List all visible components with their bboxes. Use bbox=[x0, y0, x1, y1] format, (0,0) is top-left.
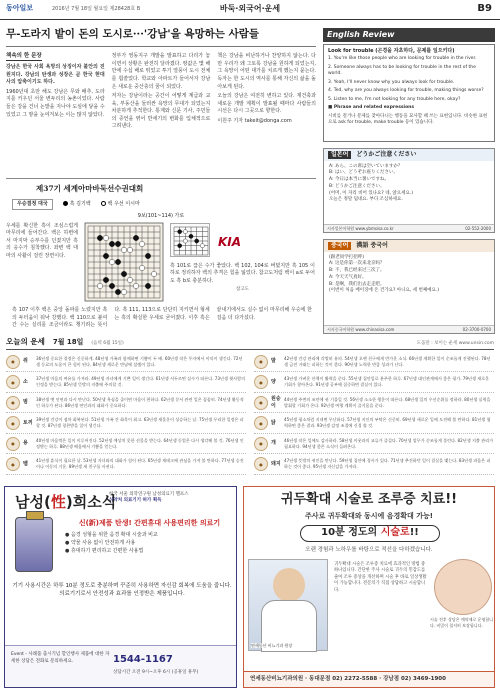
ad2-description: 오랜 경험과 노하우를 바탕으로 적선을 다하겠습니다. bbox=[305, 547, 433, 553]
zodiac-label: 개 bbox=[271, 440, 276, 447]
japanese-line: 오늘은 정말 덥네요. 부디 조심하세요. bbox=[329, 197, 403, 203]
article-paragraph: 저자는 강남이라는 공간이 어떻게 계급과 교육, 부동산을 둘러싼 욕망의 무대가 되었는지 차분하게 추적한다. 통계와 신문 기사, 주민들의 증언을 엮어 반세기의 변화를 입체적으로 그려낸다. bbox=[111, 93, 211, 130]
white-stone bbox=[133, 283, 138, 288]
zodiac-label: 돼지 bbox=[271, 460, 281, 467]
chinese-title: 漢語 중국어 bbox=[356, 242, 388, 249]
zodiac-label: 닭 bbox=[271, 419, 276, 426]
horse-icon: ● bbox=[254, 355, 268, 369]
fortune-text: 40년생 마음먹은 일이 이루어진다. 52년생 예상치 못한 선물을 받는다. 64년생 동업은 다시 생각해 볼 것. 76년생 인정받는 하루. 88년생 배움에서 기쁨을 얻는다. bbox=[36, 437, 244, 449]
white-stone bbox=[183, 239, 187, 243]
black-stone bbox=[178, 243, 182, 247]
zodiac-label: 소 bbox=[23, 378, 28, 385]
article-paragraph: 책은 강남을 비난하거나 찬양하지 않는다. 다만 우리가 왜 그토록 강남을 원하게 되었는지, 그 욕망이 어떤 대가를 치르게 했는지 묻는다. 독자는 한 도시의 역사를 통해 자신의 삶을 돌아보게 된다. bbox=[217, 53, 316, 90]
fortune-row bbox=[6, 434, 246, 455]
ad1-event-text: Event - 사례품 출시기념 할인행사 제품에 대한 자세한 상담은 전화로 문의하세요. bbox=[11, 652, 110, 664]
fortune-text: 43년생 가벼운 산책이 활력을 준다. 55년생 집안일로 분주한 하루. 67년생 대인관계에서 좋은 평가. 79년생 새로운 기회가 찾아온다. 91년생 공부에 집중하면 결실이 있다. bbox=[284, 376, 490, 387]
black-stone bbox=[115, 241, 120, 246]
black-stone bbox=[97, 235, 102, 240]
chinese-body bbox=[324, 252, 494, 299]
black-stone bbox=[109, 283, 114, 288]
ad2-subtitle: 주사로 귀두확대와 동시에 음경확대 가능! bbox=[305, 512, 433, 520]
fortune-row bbox=[6, 352, 246, 373]
ad1-footer bbox=[5, 645, 236, 687]
ad1-phone-note: 상담시간 오전 9시~오후 6시 (공휴일 휴무) bbox=[113, 670, 199, 675]
ad2-title: 귀두확대 시술로 조루증 치료!! bbox=[280, 492, 458, 507]
fortune-text: 41년생 휴식이 필요한 날. 53년생 자녀와의 대화가 힘이 된다. 65년생 재테크에 관심을 가져 볼 만하다. 77년생 승진이나 이동의 기운. 89년생 새 친구를 사귄다. bbox=[36, 458, 244, 469]
white-stone bbox=[97, 283, 102, 288]
fortune-row bbox=[6, 372, 246, 393]
baduk-section bbox=[6, 178, 316, 335]
zodiac-label: 토끼 bbox=[23, 419, 33, 426]
fortune-row bbox=[254, 352, 494, 373]
japanese-body bbox=[324, 161, 494, 208]
baduk-result: 9보(101~114) 가로 bbox=[137, 212, 185, 219]
fortune-text: 39년생 건강이 점차 회복된다. 51년생 가족 간 화목이 최고. 63년생 재물운이 상승하는 날. 75년생 무리한 일정은 피할 것. 87년생 칭찬받을 일이 생긴다. bbox=[36, 417, 244, 428]
zodiac-label: 용 bbox=[23, 440, 28, 447]
fortune-row bbox=[254, 454, 494, 475]
zodiac-label: 원숭이 bbox=[271, 396, 281, 409]
japanese-footer bbox=[324, 224, 494, 232]
ad1-bullet: ● 음경 성형을 위한 음경 확대 시술과 비교 bbox=[65, 532, 158, 538]
japanese-line: A: あら、この席は空いていますか？ bbox=[329, 163, 403, 169]
doctor-caption: 연세동산 비뇨기과 원장 bbox=[251, 643, 293, 648]
book-article bbox=[6, 28, 316, 333]
pig-icon: ● bbox=[254, 457, 268, 471]
ad2-footer[interactable]: 연세동산비뇨기과의원 · 동대문점 02) 2272-5588 · 강남점 02) 3469-1900 bbox=[244, 671, 494, 687]
dog-icon: ● bbox=[254, 437, 268, 451]
baduk-right-block bbox=[170, 223, 315, 301]
chinese-line: (跟老同学打招呼) bbox=[329, 254, 365, 260]
white-stone bbox=[127, 277, 132, 282]
fortune-text: 46년생 작은 일에도 감사하라. 58년생 이웃과의 교류가 즐겁다. 70년생 업무가 순조롭게 풀린다. 82년생 지출 관리가 필요하다. 94년생 좋은 소식이 들려온다. bbox=[284, 437, 494, 449]
fortune-text: 36년생 중요한 결정은 신중하게. 48년생 가족과 함께하면 기쁨이 두 배. 60년생 작은 투자에서 이익이 생긴다. 72년생 동료의 도움이 큰 힘이 된다. 84년생 새로운 만남에 설렘이 있다. bbox=[36, 355, 243, 367]
article-body bbox=[6, 53, 316, 179]
black-stone bbox=[103, 277, 108, 282]
japanese-label: 일본어 bbox=[328, 151, 351, 159]
english-review-box bbox=[323, 44, 495, 142]
fortune-header bbox=[6, 337, 494, 350]
white-player: 백 우선 이시마 bbox=[101, 201, 140, 207]
white-stone-icon bbox=[101, 201, 106, 206]
chinese-footer bbox=[324, 325, 494, 333]
fortune-title: 오늘의 운세 bbox=[6, 337, 45, 346]
white-stone bbox=[121, 289, 126, 294]
black-stone bbox=[189, 234, 193, 238]
chinese-header bbox=[324, 240, 494, 252]
english-review-title: English Review bbox=[323, 28, 495, 42]
chinese-line: A: 今天天气真好。 bbox=[329, 274, 367, 280]
fortune-credit: 도움말 : 보이는 운세 www.unsin.com bbox=[416, 341, 494, 346]
rooster-icon: ● bbox=[254, 416, 268, 430]
japanese-phone: 02-552-2000 bbox=[465, 226, 491, 231]
black-stone bbox=[145, 283, 150, 288]
chinese-box bbox=[323, 239, 495, 334]
article-paragraph: 정부가 영동지구 개발을 발표하고 다리가 놓이면서 상황은 완전히 달라졌다. 땅값은 몇 해 만에 수십 배로 뛰었고 투기 열풍이 도시 전체를 휩쓸었다. 학교와 아파트가 들어서자 강남은 새로운 중산층의 꿈이 되었다. bbox=[111, 53, 211, 90]
snake-icon: ● bbox=[6, 457, 20, 471]
article-paragraph: 1960년대 초만 해도 강남은 무와 배추, 도라지를 키우던 서울 변두리의 농촌이었다. 사람들은 강을 건너 논밭을 지나야 도심에 닿을 수 있었고 그 땅을 눈여겨보는 이는 많지 않았다. bbox=[6, 88, 105, 118]
baduk-body bbox=[6, 219, 316, 301]
ad2-badge: 10분 정도의 시술로!! bbox=[300, 525, 440, 542]
chinese-line: (이번이 처음 베이징에 온 건가요? 아니요, 세 번째예요.) bbox=[329, 288, 440, 294]
english-sentence: 2. Someone always has to be looking for trouble in the rest of the world. bbox=[328, 64, 476, 77]
chinese-line: A: 这是你第一次来北京吗？ bbox=[329, 261, 385, 267]
black-stone bbox=[115, 259, 120, 264]
zodiac-label: 양 bbox=[271, 378, 276, 385]
newspaper-logo: 동아일보 bbox=[6, 4, 34, 12]
fortune-grid bbox=[6, 352, 494, 475]
fortune-row bbox=[6, 413, 246, 434]
white-stone bbox=[139, 241, 144, 246]
ad1-bullets bbox=[65, 531, 235, 555]
article-lead: 강남은 한국 사회 욕망의 상징이자 불안의 진원지다. 강남의 탄생과 성장은 곧 한국 현대사의 압축이기도 하다. bbox=[6, 64, 105, 86]
fortune-text: 47년생 뜻밖의 귀인을 만난다. 59년생 집안에 경사가 있다. 71년생 추진하던 일이 결실을 맺는다. 83년생 과음은 피하는 것이 좋다. 95년생 자신감을 가져라. bbox=[284, 458, 491, 469]
black-stone bbox=[121, 271, 126, 276]
ad1-title: 남성(性)희소식 bbox=[15, 493, 117, 511]
baduk-left-text: 우세를 확신한 흑이 조심스럽게 마무리에 들어간다. 백은 하변에서 마지막 승부수를 던졌지만 흑의 응수가 침착했다. 좌변 백 대마의 사활이 걸린 장면이다. bbox=[6, 222, 78, 259]
black-stone bbox=[145, 253, 150, 258]
ad1-body: 기기 사용시간은 하루 10분 정도로 충분하며 꾸준히 사용하면 자신감 회복에 도움을 줍니다. 의료기기로서 안전성과 효과를 인정받은 제품입니다. bbox=[12, 583, 232, 598]
english-sentence: 1. You're like those people who are looking for trouble in the river. bbox=[328, 56, 477, 62]
dragon-icon: ● bbox=[6, 437, 20, 451]
fortune-text: 38년생 옛 인연과 다시 만난다. 50년생 욕심을 줄이면 마음이 편하다. 62년생 문서 관련 일은 꼼꼼히. 74년생 활동적인 하루가 된다. 86년생 연인과의 대화가 중요하다. bbox=[36, 396, 244, 408]
white-stone bbox=[183, 229, 187, 233]
black-stone bbox=[195, 239, 199, 243]
rabbit-icon: ● bbox=[6, 416, 20, 430]
go-board-svg bbox=[85, 223, 163, 301]
sponsor-logo: KIA bbox=[218, 234, 242, 249]
baduk-right-text: 흑 101로 끊은 수가 좋았다. 백 102, 104로 버텼지만 흑 105 이하로 정리하자 백의 추격은 힘을 잃었다. 참고도처럼 백이 a로 두어도 흑 b로 충분하다. bbox=[170, 262, 315, 284]
daily-fortune bbox=[6, 337, 494, 479]
ad1-side-text: 한국 서울 의학연구원 남성의료기 헬프스 식약처 의료기기 허가 획득 bbox=[109, 492, 189, 503]
english-subhead: ■ Phrase and related expressions bbox=[328, 105, 415, 111]
ad-clinic bbox=[243, 486, 495, 688]
reference-board bbox=[170, 223, 210, 257]
ad1-bullet: ● 약물 사용 없이 안전하게 사용 bbox=[65, 540, 136, 546]
white-stone bbox=[121, 247, 126, 252]
zodiac-label: 뱀 bbox=[23, 460, 28, 467]
black-stone bbox=[109, 241, 114, 246]
baduk-title: 제37기 세계아마바둑선수권대회 bbox=[36, 184, 144, 193]
monkey-icon: ● bbox=[254, 396, 268, 410]
zodiac-label: 쥐 bbox=[23, 358, 28, 365]
fortune-row bbox=[254, 434, 494, 455]
fortune-date: 7월 18일 bbox=[52, 338, 84, 346]
black-player: 흑 김기백 bbox=[63, 201, 91, 207]
english-sentence: 5. Listen to me, I'm not looking for any trouble here, okay? bbox=[328, 96, 461, 102]
ox-icon: ● bbox=[6, 375, 20, 389]
white-stone bbox=[127, 247, 132, 252]
chinese-label: 중국어 bbox=[328, 242, 351, 250]
japanese-header bbox=[324, 149, 494, 161]
japanese-line: A: 今日は本当に暑いですね。 bbox=[329, 177, 389, 182]
ad2-note: 시술 전후 상담은 예약제로 운영합니다. 비밀이 철저히 보장됩니다. bbox=[430, 617, 494, 628]
chinese-academy: 시사중국어학원 www.chinasisa.com bbox=[327, 327, 395, 332]
chinese-phone: 02-3700-0700 bbox=[462, 327, 491, 332]
page-number: B9 bbox=[477, 3, 492, 14]
round-tag: 우승결정 대국 bbox=[12, 199, 53, 209]
white-stone bbox=[151, 271, 156, 276]
baduk-players bbox=[6, 193, 316, 209]
chinese-line: B: 是啊，我们出去走走吧。 bbox=[329, 281, 385, 287]
product-device-icon bbox=[15, 517, 53, 572]
doctor-photo bbox=[248, 559, 328, 651]
article-title: 무-도라지 밭이 돈의 도시로···'강남'을 욕망하는 사람들 bbox=[6, 28, 316, 47]
japanese-box bbox=[323, 148, 495, 233]
black-stone bbox=[103, 253, 108, 258]
black-stone bbox=[133, 235, 138, 240]
fortune-row bbox=[254, 393, 494, 414]
white-stone bbox=[200, 243, 204, 247]
japanese-line: B: はい、どうぞお座りください。 bbox=[329, 170, 399, 176]
fortune-text: 37년생 마음의 여유를 가져라. 49년생 자녀에게 기쁜 일이 생긴다. 61년생 서두르면 실수가 따른다. 73년생 윗사람의 인정을 받는다. 85년생 뜻밖의 지출에 주의할 것. bbox=[36, 376, 246, 387]
article-column-head: 책속의 한 문장 bbox=[6, 53, 42, 60]
language-column bbox=[323, 28, 495, 332]
baduk-commentary: 흑 107 이후 백은 중앙 돌파를 노렸지만 흑의 두터움이 워낙 강했다. 백 110으로 붙여간 수는 실리를 조금이라도 챙기려는 뜻이다. 흑 111, 113으로 단단히 지키면서 형세는 흑의 확실한 우세로 굳어졌다. 이후 흑은 끝내기에서도 실수 없이 마무리해 우승에 한 걸음 더 다가섰다. bbox=[12, 307, 312, 328]
chinese-line: B: 不，我已经来过三次了。 bbox=[329, 268, 385, 273]
fortune-row bbox=[254, 413, 494, 434]
white-stone bbox=[139, 265, 144, 270]
sheep-icon: ● bbox=[254, 375, 268, 389]
black-stone bbox=[178, 229, 182, 233]
fortune-row bbox=[6, 393, 246, 414]
english-sentence: 4. Ted, why are you always looking for trouble, making things worse? bbox=[328, 88, 484, 94]
section-title: 바둑·외국어·운세 bbox=[219, 4, 281, 13]
english-note: 시비를 걸거나 문제를 찾아다니는 행동을 묘사할 때 쓰는 표현입니다. 비슷한 표현으로 ask for trouble, make trouble 등이 있습니다. bbox=[328, 113, 488, 126]
issue-meta: 2016년 7월 18일 월요일 제28428호 B bbox=[52, 6, 141, 12]
page-header bbox=[0, 0, 500, 20]
zodiac-label: 범 bbox=[23, 399, 28, 406]
japanese-academy: 시사일본어학원 www.ybmsisa.co.kr bbox=[327, 226, 394, 231]
illustration-image bbox=[434, 559, 492, 615]
go-board bbox=[85, 223, 163, 301]
article-byline: 이원주 기자 takeit@donga.com bbox=[217, 117, 292, 124]
fortune-row bbox=[254, 372, 494, 393]
figure-caption: 참고도 bbox=[235, 287, 250, 293]
article-paragraph: 오늘의 강남은 여전히 변하고 있다. 재건축과 새로운 개발 계획이 발표될 때마다 사람들의 시선은 다시 그곳으로 향한다. bbox=[217, 93, 316, 115]
black-stone bbox=[115, 289, 120, 294]
fortune-row bbox=[6, 454, 246, 475]
rat-icon: ● bbox=[6, 355, 20, 369]
ad2-body: 귀두확대 시술은 조루증 치료에 효과적인 방법 중 하나입니다. 간단한 주사 시술로 귀두의 민감도를 줄여 조루 증상을 개선하며 시술 후 바로 일상생활이 가능합니다. 전문의가 직접 상담하고 시술합니다. bbox=[334, 562, 427, 593]
english-sentence: 3. Yeah, I'll never know why you always look for trouble. bbox=[328, 79, 455, 85]
white-stone bbox=[103, 235, 108, 240]
japanese-line: (어머, 이 자리 비어 있나요? 네, 앉으세요.) bbox=[329, 190, 413, 196]
black-stone-icon bbox=[63, 201, 68, 206]
zodiac-label: 말 bbox=[271, 358, 276, 365]
japanese-title: どうかご注意ください bbox=[356, 151, 417, 158]
japanese-line: B: どうかご注意ください。 bbox=[329, 183, 385, 189]
white-stone bbox=[109, 259, 114, 264]
doctor-head-shape bbox=[273, 568, 305, 602]
tiger-icon: ● bbox=[6, 396, 20, 410]
ad1-phone[interactable]: 1544-1167 bbox=[113, 654, 173, 665]
fortune-lunar-date: (음력 6월 15일) bbox=[91, 341, 124, 346]
english-expression: Look for trouble (곤경을 자초하다, 문제를 일으키다) bbox=[328, 48, 455, 54]
fortune-text: 42년생 건강 관리에 각별히 유의. 54년생 오랜 친구에게 반가운 소식. 66년생 계획한 일이 순조롭게 진행된다. 78년생 금전 거래는 피하는 것이 좋다. 90년생 노력한 만큼 성과가 난다. bbox=[284, 355, 491, 367]
fortune-text: 45년생 평소처럼 지내면 무난하다. 57년생 지인의 부탁은 신중히. 69년생 새로운 일에 도전해 볼 만하다. 81년생 협력하면 좋은 결과. 93년생 감정 조절에 신경 쓸 것. bbox=[284, 417, 491, 428]
ad-medical-device bbox=[4, 486, 237, 688]
fortune-text: 44년생 주변의 조언에 귀 기울일 것. 56년생 소소한 행운이 따른다. 68년생 일의 우선순위를 정하라. 80년생 실력을 발휘할 기회가 온다. 92년생 여행 계획이 즐거움을 준다. bbox=[284, 396, 491, 408]
ad1-bullet: ● 휴대하기 편리하고 간편한 사용법 bbox=[65, 548, 144, 554]
baduk-figures bbox=[170, 223, 315, 259]
ad1-headline: 신(新)제품 탄생! 간편휴대 사용편리한 의료기 bbox=[78, 519, 221, 527]
